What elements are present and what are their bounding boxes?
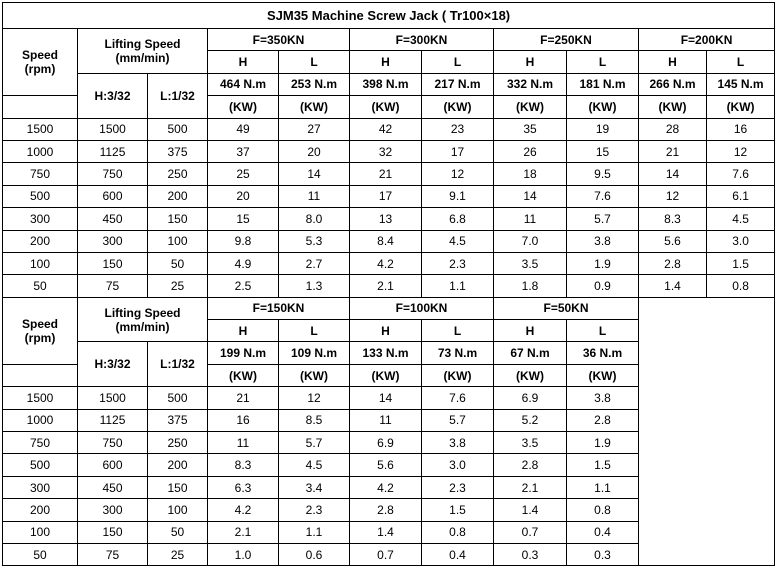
lifting-l-value: 100 (148, 230, 208, 252)
kw-unit: (KW) (567, 96, 639, 118)
power-value: 2.8 (494, 454, 567, 476)
h-torque: 266 N.m (639, 73, 707, 95)
power-value: 0.4 (567, 521, 639, 543)
mm-min-label: (mm/min) (115, 319, 170, 334)
power-value: 42 (350, 118, 422, 140)
power-value: 8.3 (639, 208, 707, 230)
force-header: F=200KN (639, 29, 775, 51)
power-value: 4.2 (350, 476, 422, 498)
l-torque: 36 N.m (567, 342, 639, 364)
lifting-h-value: 1125 (78, 140, 148, 162)
mm-min-label: (mm/min) (115, 50, 170, 65)
l-ratio-header: L:1/32 (148, 73, 208, 118)
kw-unit: (KW) (707, 96, 775, 118)
l-ratio-header: L:1/32 (148, 342, 208, 387)
lifting-l-value: 25 (148, 543, 208, 565)
kw-unit: (KW) (494, 364, 567, 386)
power-value: 4.5 (422, 230, 494, 252)
l-torque: 109 N.m (279, 342, 350, 364)
lifting-l-value: 500 (148, 118, 208, 140)
l-torque: 181 N.m (567, 73, 639, 95)
lifting-h-value: 75 (78, 275, 148, 297)
power-value: 11 (350, 409, 422, 431)
table-row (3, 118, 775, 140)
h-ratio-header: H:3/32 (78, 73, 148, 118)
power-value: 12 (707, 140, 775, 162)
lifting-h-value: 750 (78, 163, 148, 185)
speed-value: 500 (3, 454, 78, 476)
power-value: 3.5 (494, 252, 567, 274)
power-value: 32 (350, 140, 422, 162)
power-value: 1.4 (350, 521, 422, 543)
lifting-h-value: 150 (78, 252, 148, 274)
power-value: 0.8 (567, 499, 639, 521)
table-body (3, 3, 775, 566)
speed-spacer (3, 364, 78, 386)
power-value: 16 (208, 409, 279, 431)
speed-value: 750 (3, 163, 78, 185)
lifting-h-value: 450 (78, 476, 148, 498)
speed-value: 750 (3, 432, 78, 454)
power-value: 1.1 (567, 476, 639, 498)
l-header: L (279, 51, 350, 73)
power-value: 8.4 (350, 230, 422, 252)
speed-value: 300 (3, 476, 78, 498)
power-value: 9.8 (208, 230, 279, 252)
table-row (3, 163, 775, 185)
power-value: 5.3 (279, 230, 350, 252)
speed-value: 1000 (3, 140, 78, 162)
speed-value: 1500 (3, 387, 78, 409)
lifting-l-value: 50 (148, 252, 208, 274)
power-value: 21 (208, 387, 279, 409)
table-row (3, 275, 775, 297)
power-value: 13 (350, 208, 422, 230)
power-value: 4.5 (279, 454, 350, 476)
power-value: 5.7 (567, 208, 639, 230)
lifting-l-value: 150 (148, 476, 208, 498)
force-header-row (3, 297, 775, 319)
power-value: 1.9 (567, 252, 639, 274)
kw-unit: (KW) (279, 96, 350, 118)
power-value: 2.7 (279, 252, 350, 274)
lifting-speed-header (78, 29, 208, 74)
power-value: 17 (350, 185, 422, 207)
speed-spacer (3, 96, 78, 118)
power-value: 26 (494, 140, 567, 162)
table-row (3, 185, 775, 207)
power-value: 1.9 (567, 432, 639, 454)
power-value: 1.5 (567, 454, 639, 476)
h-header: H (494, 51, 567, 73)
power-value: 0.7 (494, 521, 567, 543)
h-header: H (208, 320, 279, 342)
power-value: 1.8 (494, 275, 567, 297)
speed-label: Speed (21, 48, 58, 63)
power-value: 3.5 (494, 432, 567, 454)
power-value: 14 (639, 163, 707, 185)
power-value: 6.8 (422, 208, 494, 230)
power-value: 18 (494, 163, 567, 185)
power-value: 28 (639, 118, 707, 140)
force-header: F=250KN (494, 29, 639, 51)
power-value: 2.3 (422, 252, 494, 274)
power-value: 9.5 (567, 163, 639, 185)
power-value: 16 (707, 118, 775, 140)
power-value: 3.0 (707, 230, 775, 252)
l-header: L (279, 320, 350, 342)
power-value: 2.1 (494, 476, 567, 498)
lifting-h-value: 750 (78, 432, 148, 454)
kw-unit: (KW) (639, 96, 707, 118)
l-header: L (422, 320, 494, 342)
kw-unit: (KW) (422, 96, 494, 118)
rpm-label: (rpm) (24, 330, 56, 345)
power-value: 15 (567, 140, 639, 162)
power-value: 4.9 (208, 252, 279, 274)
rpm-label: (rpm) (24, 62, 56, 77)
lifting-h-value: 300 (78, 230, 148, 252)
power-value: 5.6 (639, 230, 707, 252)
force-header-row (3, 29, 775, 51)
l-header: L (707, 51, 775, 73)
lifting-l-value: 100 (148, 499, 208, 521)
speed-value: 200 (3, 230, 78, 252)
l-torque: 73 N.m (422, 342, 494, 364)
lifting-h-value: 1500 (78, 118, 148, 140)
speed-value: 50 (3, 275, 78, 297)
table-row (3, 208, 775, 230)
power-value: 2.1 (208, 521, 279, 543)
power-value: 1.4 (639, 275, 707, 297)
power-value: 14 (350, 387, 422, 409)
power-value: 7.6 (422, 387, 494, 409)
power-value: 0.3 (494, 543, 567, 565)
power-value: 35 (494, 118, 567, 140)
kw-unit: (KW) (350, 96, 422, 118)
l-torque: 145 N.m (707, 73, 775, 95)
power-value: 0.3 (567, 543, 639, 565)
power-value: 27 (279, 118, 350, 140)
h-torque: 398 N.m (350, 73, 422, 95)
power-value: 5.7 (422, 409, 494, 431)
power-value: 3.8 (422, 432, 494, 454)
h-torque: 332 N.m (494, 73, 567, 95)
speed-value: 1500 (3, 118, 78, 140)
power-value: 4.2 (208, 499, 279, 521)
power-value: 2.1 (350, 275, 422, 297)
power-value: 2.8 (350, 499, 422, 521)
h-header: H (494, 320, 567, 342)
power-value: 1.5 (422, 499, 494, 521)
lifting-l-value: 25 (148, 275, 208, 297)
h-torque: 133 N.m (350, 342, 422, 364)
lifting-h-value: 300 (78, 499, 148, 521)
l-header: L (422, 51, 494, 73)
power-value: 3.4 (279, 476, 350, 498)
h-torque: 67 N.m (494, 342, 567, 364)
lifting-l-value: 200 (148, 185, 208, 207)
table-title: SJM35 Machine Screw Jack ( Tr100×18) (3, 3, 775, 29)
power-value: 2.3 (422, 476, 494, 498)
power-value: 1.3 (279, 275, 350, 297)
table-row (3, 140, 775, 162)
power-value: 8.3 (208, 454, 279, 476)
power-value: 6.9 (350, 432, 422, 454)
h-ratio-header: H:3/32 (78, 342, 148, 387)
power-value: 49 (208, 118, 279, 140)
kw-unit: (KW) (279, 364, 350, 386)
power-value: 4.2 (350, 252, 422, 274)
lifting-h-value: 600 (78, 185, 148, 207)
h-header: H (208, 51, 279, 73)
power-value: 5.7 (279, 432, 350, 454)
lifting-speed-label: Lifting Speed (104, 36, 181, 51)
lifting-h-value: 75 (78, 543, 148, 565)
power-value: 0.6 (279, 543, 350, 565)
power-value: 1.4 (494, 499, 567, 521)
lifting-h-value: 150 (78, 521, 148, 543)
empty-cell (639, 297, 775, 566)
force-header: F=100KN (350, 297, 494, 319)
power-value: 2.8 (639, 252, 707, 274)
lifting-h-value: 1125 (78, 409, 148, 431)
speed-header (3, 29, 78, 96)
power-value: 6.3 (208, 476, 279, 498)
power-value: 37 (208, 140, 279, 162)
power-value: 25 (208, 163, 279, 185)
h-torque: 464 N.m (208, 73, 279, 95)
power-value: 6.9 (494, 387, 567, 409)
lifting-speed-label: Lifting Speed (104, 305, 181, 320)
power-value: 0.7 (350, 543, 422, 565)
h-header: H (639, 51, 707, 73)
power-value: 1.1 (422, 275, 494, 297)
h-header: H (350, 320, 422, 342)
power-value: 2.5 (208, 275, 279, 297)
power-value: 3.8 (567, 230, 639, 252)
power-value: 12 (422, 163, 494, 185)
power-value: 8.5 (279, 409, 350, 431)
power-value: 7.0 (494, 230, 567, 252)
power-value: 2.3 (279, 499, 350, 521)
lifting-l-value: 375 (148, 409, 208, 431)
title-row (3, 3, 775, 29)
speed-value: 1000 (3, 409, 78, 431)
l-torque: 217 N.m (422, 73, 494, 95)
power-value: 2.8 (567, 409, 639, 431)
power-value: 0.8 (707, 275, 775, 297)
kw-unit: (KW) (567, 364, 639, 386)
power-value: 12 (639, 185, 707, 207)
power-value: 0.4 (422, 543, 494, 565)
power-value: 19 (567, 118, 639, 140)
torque-row (3, 73, 775, 95)
screw-jack-spec-table (2, 2, 775, 566)
lifting-l-value: 50 (148, 521, 208, 543)
power-value: 20 (279, 140, 350, 162)
power-value: 7.6 (707, 163, 775, 185)
speed-header (3, 297, 78, 364)
lifting-l-value: 200 (148, 454, 208, 476)
speed-value: 300 (3, 208, 78, 230)
power-value: 9.1 (422, 185, 494, 207)
power-value: 17 (422, 140, 494, 162)
power-value: 11 (494, 208, 567, 230)
lifting-l-value: 250 (148, 432, 208, 454)
power-value: 20 (208, 185, 279, 207)
power-value: 14 (279, 163, 350, 185)
power-value: 6.1 (707, 185, 775, 207)
h-header: H (350, 51, 422, 73)
speed-value: 50 (3, 543, 78, 565)
power-value: 21 (350, 163, 422, 185)
kw-unit: (KW) (422, 364, 494, 386)
force-header: F=50KN (494, 297, 639, 319)
speed-value: 500 (3, 185, 78, 207)
power-value: 5.2 (494, 409, 567, 431)
speed-value: 100 (3, 521, 78, 543)
lifting-speed-header (78, 297, 208, 342)
l-header: L (567, 51, 639, 73)
kw-unit: (KW) (208, 96, 279, 118)
lifting-h-value: 1500 (78, 387, 148, 409)
l-torque: 253 N.m (279, 73, 350, 95)
power-value: 1.5 (707, 252, 775, 274)
power-value: 14 (494, 185, 567, 207)
kw-unit: (KW) (208, 364, 279, 386)
speed-value: 200 (3, 499, 78, 521)
kw-unit: (KW) (494, 96, 567, 118)
power-value: 8.0 (279, 208, 350, 230)
lifting-l-value: 500 (148, 387, 208, 409)
lifting-h-value: 450 (78, 208, 148, 230)
force-header: F=300KN (350, 29, 494, 51)
power-value: 3.8 (567, 387, 639, 409)
lifting-l-value: 150 (148, 208, 208, 230)
h-torque: 199 N.m (208, 342, 279, 364)
speed-value: 100 (3, 252, 78, 274)
power-value: 15 (208, 208, 279, 230)
force-header: F=350KN (208, 29, 350, 51)
force-header: F=150KN (208, 297, 350, 319)
lifting-l-value: 375 (148, 140, 208, 162)
lifting-l-value: 250 (148, 163, 208, 185)
table-row (3, 230, 775, 252)
l-header: L (567, 320, 639, 342)
speed-label: Speed (21, 316, 58, 331)
power-value: 23 (422, 118, 494, 140)
power-value: 4.5 (707, 208, 775, 230)
power-value: 11 (208, 432, 279, 454)
kw-unit: (KW) (350, 364, 422, 386)
power-value: 7.6 (567, 185, 639, 207)
power-value: 3.0 (422, 454, 494, 476)
power-value: 11 (279, 185, 350, 207)
power-value: 0.9 (567, 275, 639, 297)
power-value: 12 (279, 387, 350, 409)
power-value: 0.8 (422, 521, 494, 543)
power-value: 21 (639, 140, 707, 162)
lifting-h-value: 600 (78, 454, 148, 476)
table-row (3, 252, 775, 274)
power-value: 5.6 (350, 454, 422, 476)
power-value: 1.0 (208, 543, 279, 565)
power-value: 1.1 (279, 521, 350, 543)
